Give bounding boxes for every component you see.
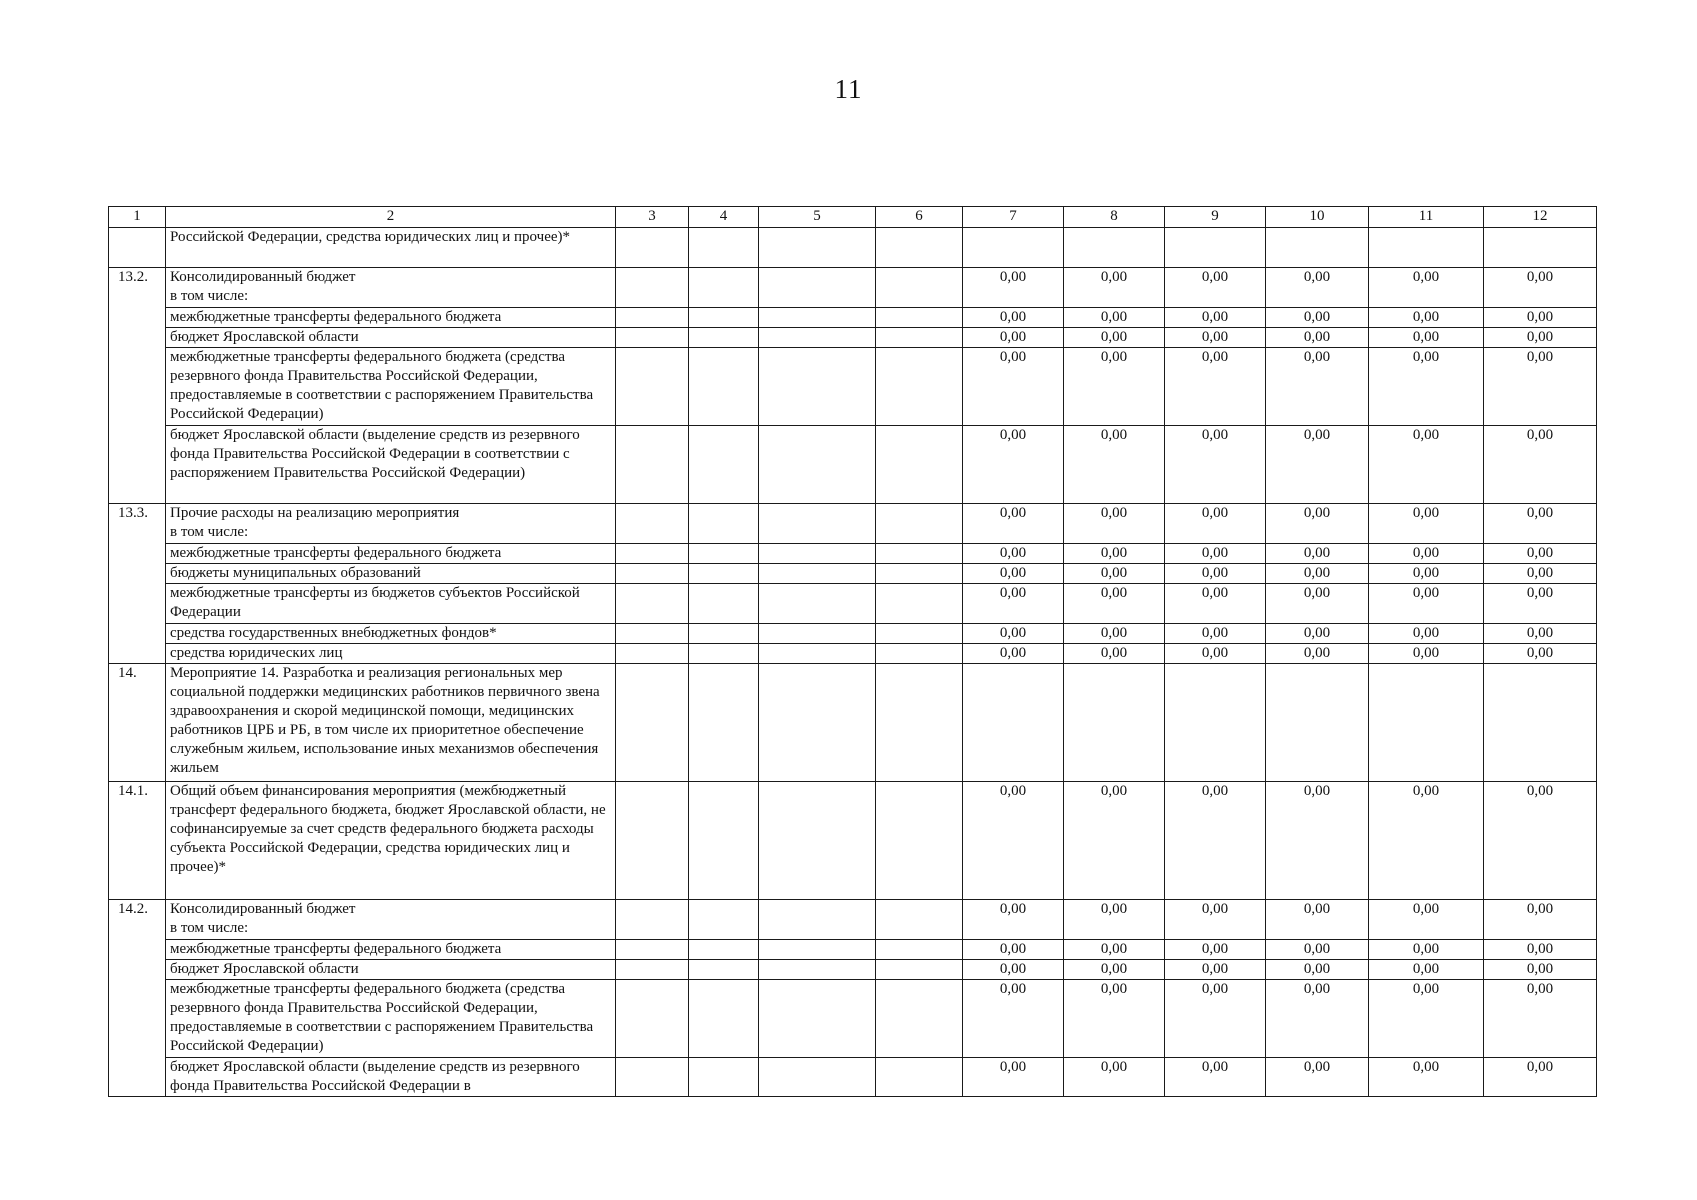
- amount-cell: 0,00: [963, 624, 1064, 644]
- empty-cell: [759, 504, 876, 544]
- item-description: средства юридических лиц: [166, 644, 616, 664]
- amount-cell: 0,00: [1064, 308, 1165, 328]
- amount-cell: 0,00: [1484, 624, 1597, 644]
- table-row: [109, 308, 1597, 328]
- amount-cell: 0,00: [963, 644, 1064, 664]
- table-row: [109, 584, 1597, 624]
- amount-cell: 0,00: [1266, 426, 1369, 504]
- empty-cell: [759, 644, 876, 664]
- column-number: 8: [1064, 207, 1165, 228]
- empty-cell: [689, 900, 759, 940]
- amount-cell: 0,00: [963, 268, 1064, 308]
- column-number: 11: [1369, 207, 1484, 228]
- amount-cell: 0,00: [1484, 960, 1597, 980]
- empty-cell: [759, 308, 876, 328]
- amount-cell: 0,00: [1064, 940, 1165, 960]
- empty-cell: [689, 960, 759, 980]
- amount-cell: [1369, 664, 1484, 782]
- column-number: 12: [1484, 207, 1597, 228]
- amount-cell: 0,00: [1266, 782, 1369, 900]
- amount-cell: 0,00: [1369, 328, 1484, 348]
- amount-cell: 0,00: [1266, 624, 1369, 644]
- item-description: бюджет Ярославской области (выделение средств из резервного фонда Правительства Российской Федерации в соответствии с распоряжением Правительства Российской Федерации): [166, 426, 616, 504]
- empty-cell: [689, 426, 759, 504]
- empty-cell: [689, 644, 759, 664]
- empty-cell: [689, 940, 759, 960]
- empty-cell: [616, 308, 689, 328]
- table-row: [109, 624, 1597, 644]
- empty-cell: [616, 960, 689, 980]
- empty-cell: [876, 624, 963, 644]
- amount-cell: 0,00: [963, 504, 1064, 544]
- empty-cell: [689, 268, 759, 308]
- amount-cell: 0,00: [1369, 782, 1484, 900]
- item-number: 13.2.: [109, 268, 166, 504]
- empty-cell: [689, 328, 759, 348]
- amount-cell: 0,00: [1165, 960, 1266, 980]
- amount-cell: 0,00: [1266, 1058, 1369, 1097]
- empty-cell: [616, 624, 689, 644]
- amount-cell: 0,00: [1369, 584, 1484, 624]
- amount-cell: 0,00: [963, 900, 1064, 940]
- amount-cell: 0,00: [1165, 308, 1266, 328]
- amount-cell: 0,00: [1266, 900, 1369, 940]
- amount-cell: [1165, 664, 1266, 782]
- amount-cell: 0,00: [1484, 544, 1597, 564]
- empty-cell: [616, 584, 689, 624]
- amount-cell: 0,00: [1165, 782, 1266, 900]
- amount-cell: [1266, 228, 1369, 268]
- amount-cell: 0,00: [1266, 564, 1369, 584]
- amount-cell: 0,00: [1369, 980, 1484, 1058]
- amount-cell: 0,00: [1266, 268, 1369, 308]
- item-number: [109, 228, 166, 268]
- item-description: Консолидированный бюджет в том числе:: [166, 268, 616, 308]
- item-description: Прочие расходы на реализацию мероприятия в том числе:: [166, 504, 616, 544]
- empty-cell: [616, 980, 689, 1058]
- empty-cell: [616, 564, 689, 584]
- item-description: Консолидированный бюджет в том числе:: [166, 900, 616, 940]
- amount-cell: [1165, 228, 1266, 268]
- amount-cell: 0,00: [1369, 644, 1484, 664]
- amount-cell: 0,00: [1369, 564, 1484, 584]
- empty-cell: [689, 504, 759, 544]
- empty-cell: [616, 544, 689, 564]
- empty-cell: [759, 782, 876, 900]
- empty-cell: [689, 980, 759, 1058]
- amount-cell: 0,00: [1266, 328, 1369, 348]
- amount-cell: 0,00: [1369, 940, 1484, 960]
- empty-cell: [876, 544, 963, 564]
- amount-cell: 0,00: [1266, 644, 1369, 664]
- item-number: 14.: [109, 664, 166, 782]
- empty-cell: [876, 900, 963, 940]
- table-body: [109, 207, 1597, 1097]
- column-number-row: [109, 207, 1597, 228]
- table-row: [109, 268, 1597, 308]
- empty-cell: [689, 664, 759, 782]
- amount-cell: 0,00: [1064, 504, 1165, 544]
- amount-cell: [1484, 228, 1597, 268]
- empty-cell: [616, 664, 689, 782]
- amount-cell: 0,00: [1484, 584, 1597, 624]
- empty-cell: [616, 1058, 689, 1097]
- amount-cell: 0,00: [1165, 644, 1266, 664]
- empty-cell: [876, 504, 963, 544]
- table-row: [109, 544, 1597, 564]
- empty-cell: [759, 268, 876, 308]
- item-description: межбюджетные трансферты из бюджетов субъектов Российской Федерации: [166, 584, 616, 624]
- amount-cell: 0,00: [1266, 940, 1369, 960]
- empty-cell: [876, 328, 963, 348]
- amount-cell: 0,00: [1484, 564, 1597, 584]
- amount-cell: 0,00: [963, 1058, 1064, 1097]
- empty-cell: [876, 980, 963, 1058]
- empty-cell: [616, 426, 689, 504]
- amount-cell: 0,00: [963, 960, 1064, 980]
- item-description: Мероприятие 14. Разработка и реализация региональных мер социальной поддержки медицинских работников первичного звена здравоохранения и скорой медицинской помощи, медицинских работников ЦРБ и РБ, в том числе их приоритетное обеспечение служебным жильем, использование иных механизмов обеспечения жильем: [166, 664, 616, 782]
- amount-cell: 0,00: [1165, 268, 1266, 308]
- table-row: [109, 960, 1597, 980]
- amount-cell: 0,00: [1369, 504, 1484, 544]
- empty-cell: [616, 940, 689, 960]
- item-number: 14.2.: [109, 900, 166, 1097]
- empty-cell: [876, 564, 963, 584]
- empty-cell: [759, 624, 876, 644]
- amount-cell: 0,00: [1064, 782, 1165, 900]
- empty-cell: [689, 348, 759, 426]
- empty-cell: [689, 1058, 759, 1097]
- amount-cell: 0,00: [963, 584, 1064, 624]
- amount-cell: 0,00: [1266, 504, 1369, 544]
- item-description: бюджет Ярославской области (выделение средств из резервного фонда Правительства Российской Федерации в: [166, 1058, 616, 1097]
- item-description: межбюджетные трансферты федерального бюджета: [166, 308, 616, 328]
- amount-cell: 0,00: [963, 308, 1064, 328]
- amount-cell: 0,00: [1064, 328, 1165, 348]
- column-number: 4: [689, 207, 759, 228]
- amount-cell: 0,00: [1064, 544, 1165, 564]
- empty-cell: [616, 644, 689, 664]
- item-description: Общий объем финансирования мероприятия (межбюджетный трансферт федерального бюджета, бюджет Ярославской области, не софинансируемые за счет средств федерального бюджета расходы субъекта Российской Федерации, средства юридических лиц и прочее)*: [166, 782, 616, 900]
- amount-cell: 0,00: [1165, 980, 1266, 1058]
- empty-cell: [876, 664, 963, 782]
- amount-cell: 0,00: [1165, 328, 1266, 348]
- amount-cell: 0,00: [1369, 624, 1484, 644]
- empty-cell: [689, 228, 759, 268]
- amount-cell: 0,00: [1165, 624, 1266, 644]
- empty-cell: [616, 268, 689, 308]
- amount-cell: 0,00: [1369, 544, 1484, 564]
- amount-cell: 0,00: [1165, 900, 1266, 940]
- amount-cell: 0,00: [1484, 504, 1597, 544]
- empty-cell: [616, 782, 689, 900]
- table-row: [109, 980, 1597, 1058]
- amount-cell: [1064, 664, 1165, 782]
- amount-cell: 0,00: [1266, 348, 1369, 426]
- amount-cell: 0,00: [1266, 584, 1369, 624]
- amount-cell: 0,00: [1064, 564, 1165, 584]
- amount-cell: 0,00: [963, 426, 1064, 504]
- item-description: межбюджетные трансферты федерального бюджета: [166, 544, 616, 564]
- column-number: 2: [166, 207, 616, 228]
- amount-cell: 0,00: [1165, 564, 1266, 584]
- empty-cell: [759, 426, 876, 504]
- amount-cell: 0,00: [1369, 268, 1484, 308]
- empty-cell: [876, 1058, 963, 1097]
- item-description: межбюджетные трансферты федерального бюджета (средства резервного фонда Правительства Российской Федерации, предоставляемые в соответствии с распоряжением Правительства Российской Федерации): [166, 980, 616, 1058]
- amount-cell: 0,00: [1484, 940, 1597, 960]
- amount-cell: 0,00: [1064, 584, 1165, 624]
- empty-cell: [759, 584, 876, 624]
- amount-cell: 0,00: [1484, 980, 1597, 1058]
- empty-cell: [876, 644, 963, 664]
- table-row: [109, 348, 1597, 426]
- amount-cell: 0,00: [963, 544, 1064, 564]
- empty-cell: [759, 328, 876, 348]
- amount-cell: 0,00: [1369, 308, 1484, 328]
- empty-cell: [689, 308, 759, 328]
- amount-cell: 0,00: [1165, 544, 1266, 564]
- column-number: 10: [1266, 207, 1369, 228]
- amount-cell: 0,00: [1484, 268, 1597, 308]
- item-description: бюджеты муниципальных образований: [166, 564, 616, 584]
- table-row: [109, 1058, 1597, 1097]
- budget-table: [108, 206, 1597, 1097]
- column-number: 5: [759, 207, 876, 228]
- table-row: [109, 782, 1597, 900]
- amount-cell: 0,00: [1484, 348, 1597, 426]
- amount-cell: 0,00: [1484, 308, 1597, 328]
- amount-cell: 0,00: [1165, 1058, 1266, 1097]
- amount-cell: 0,00: [1484, 644, 1597, 664]
- column-number: 1: [109, 207, 166, 228]
- empty-cell: [616, 900, 689, 940]
- empty-cell: [876, 228, 963, 268]
- amount-cell: 0,00: [1266, 308, 1369, 328]
- table-row: [109, 664, 1597, 782]
- amount-cell: 0,00: [1484, 900, 1597, 940]
- empty-cell: [876, 268, 963, 308]
- table-row: [109, 564, 1597, 584]
- amount-cell: 0,00: [963, 980, 1064, 1058]
- amount-cell: 0,00: [1369, 426, 1484, 504]
- empty-cell: [759, 940, 876, 960]
- column-number: 9: [1165, 207, 1266, 228]
- empty-cell: [759, 564, 876, 584]
- amount-cell: 0,00: [1484, 426, 1597, 504]
- empty-cell: [759, 980, 876, 1058]
- empty-cell: [876, 426, 963, 504]
- empty-cell: [759, 544, 876, 564]
- amount-cell: 0,00: [963, 782, 1064, 900]
- amount-cell: 0,00: [1165, 348, 1266, 426]
- amount-cell: 0,00: [1165, 940, 1266, 960]
- empty-cell: [876, 782, 963, 900]
- item-description: Российской Федерации, средства юридических лиц и прочее)*: [166, 228, 616, 268]
- amount-cell: 0,00: [1484, 328, 1597, 348]
- amount-cell: 0,00: [1064, 644, 1165, 664]
- empty-cell: [759, 348, 876, 426]
- table-row: [109, 900, 1597, 940]
- item-description: межбюджетные трансферты федерального бюджета (средства резервного фонда Правительства Российской Федерации, предоставляемые в соответствии с распоряжением Правительства Российской Федерации): [166, 348, 616, 426]
- item-description: межбюджетные трансферты федерального бюджета: [166, 940, 616, 960]
- table-row: [109, 504, 1597, 544]
- column-number: 7: [963, 207, 1064, 228]
- item-number: 14.1.: [109, 782, 166, 900]
- amount-cell: [1064, 228, 1165, 268]
- empty-cell: [689, 564, 759, 584]
- empty-cell: [689, 782, 759, 900]
- amount-cell: [1484, 664, 1597, 782]
- empty-cell: [759, 900, 876, 940]
- amount-cell: 0,00: [1266, 544, 1369, 564]
- amount-cell: 0,00: [1266, 980, 1369, 1058]
- amount-cell: 0,00: [1064, 624, 1165, 644]
- amount-cell: 0,00: [963, 328, 1064, 348]
- empty-cell: [616, 348, 689, 426]
- amount-cell: 0,00: [963, 564, 1064, 584]
- empty-cell: [616, 228, 689, 268]
- amount-cell: [1369, 228, 1484, 268]
- page-number: 11: [834, 74, 863, 104]
- column-number: 6: [876, 207, 963, 228]
- amount-cell: 0,00: [1064, 348, 1165, 426]
- amount-cell: 0,00: [1369, 1058, 1484, 1097]
- empty-cell: [759, 960, 876, 980]
- amount-cell: [963, 228, 1064, 268]
- empty-cell: [689, 544, 759, 564]
- amount-cell: 0,00: [1064, 1058, 1165, 1097]
- amount-cell: 0,00: [1484, 782, 1597, 900]
- empty-cell: [876, 584, 963, 624]
- empty-cell: [876, 348, 963, 426]
- amount-cell: 0,00: [963, 940, 1064, 960]
- amount-cell: 0,00: [1266, 960, 1369, 980]
- column-number: 3: [616, 207, 689, 228]
- amount-cell: 0,00: [1165, 584, 1266, 624]
- amount-cell: 0,00: [1165, 426, 1266, 504]
- table-row: [109, 228, 1597, 268]
- item-number: 13.3.: [109, 504, 166, 664]
- table-row: [109, 426, 1597, 504]
- empty-cell: [759, 664, 876, 782]
- amount-cell: 0,00: [1369, 348, 1484, 426]
- table-row: [109, 644, 1597, 664]
- amount-cell: [1266, 664, 1369, 782]
- amount-cell: [963, 664, 1064, 782]
- empty-cell: [616, 328, 689, 348]
- empty-cell: [876, 940, 963, 960]
- item-description: бюджет Ярославской области: [166, 960, 616, 980]
- empty-cell: [616, 504, 689, 544]
- table-row: [109, 328, 1597, 348]
- empty-cell: [759, 228, 876, 268]
- amount-cell: 0,00: [1369, 960, 1484, 980]
- amount-cell: 0,00: [1064, 900, 1165, 940]
- amount-cell: 0,00: [1064, 426, 1165, 504]
- item-description: бюджет Ярославской области: [166, 328, 616, 348]
- empty-cell: [759, 1058, 876, 1097]
- item-description: средства государственных внебюджетных фондов*: [166, 624, 616, 644]
- amount-cell: 0,00: [1064, 960, 1165, 980]
- amount-cell: 0,00: [963, 348, 1064, 426]
- empty-cell: [689, 624, 759, 644]
- amount-cell: 0,00: [1064, 980, 1165, 1058]
- amount-cell: 0,00: [1165, 504, 1266, 544]
- empty-cell: [689, 584, 759, 624]
- empty-cell: [876, 308, 963, 328]
- amount-cell: 0,00: [1484, 1058, 1597, 1097]
- table-row: [109, 940, 1597, 960]
- amount-cell: 0,00: [1369, 900, 1484, 940]
- empty-cell: [876, 960, 963, 980]
- amount-cell: 0,00: [1064, 268, 1165, 308]
